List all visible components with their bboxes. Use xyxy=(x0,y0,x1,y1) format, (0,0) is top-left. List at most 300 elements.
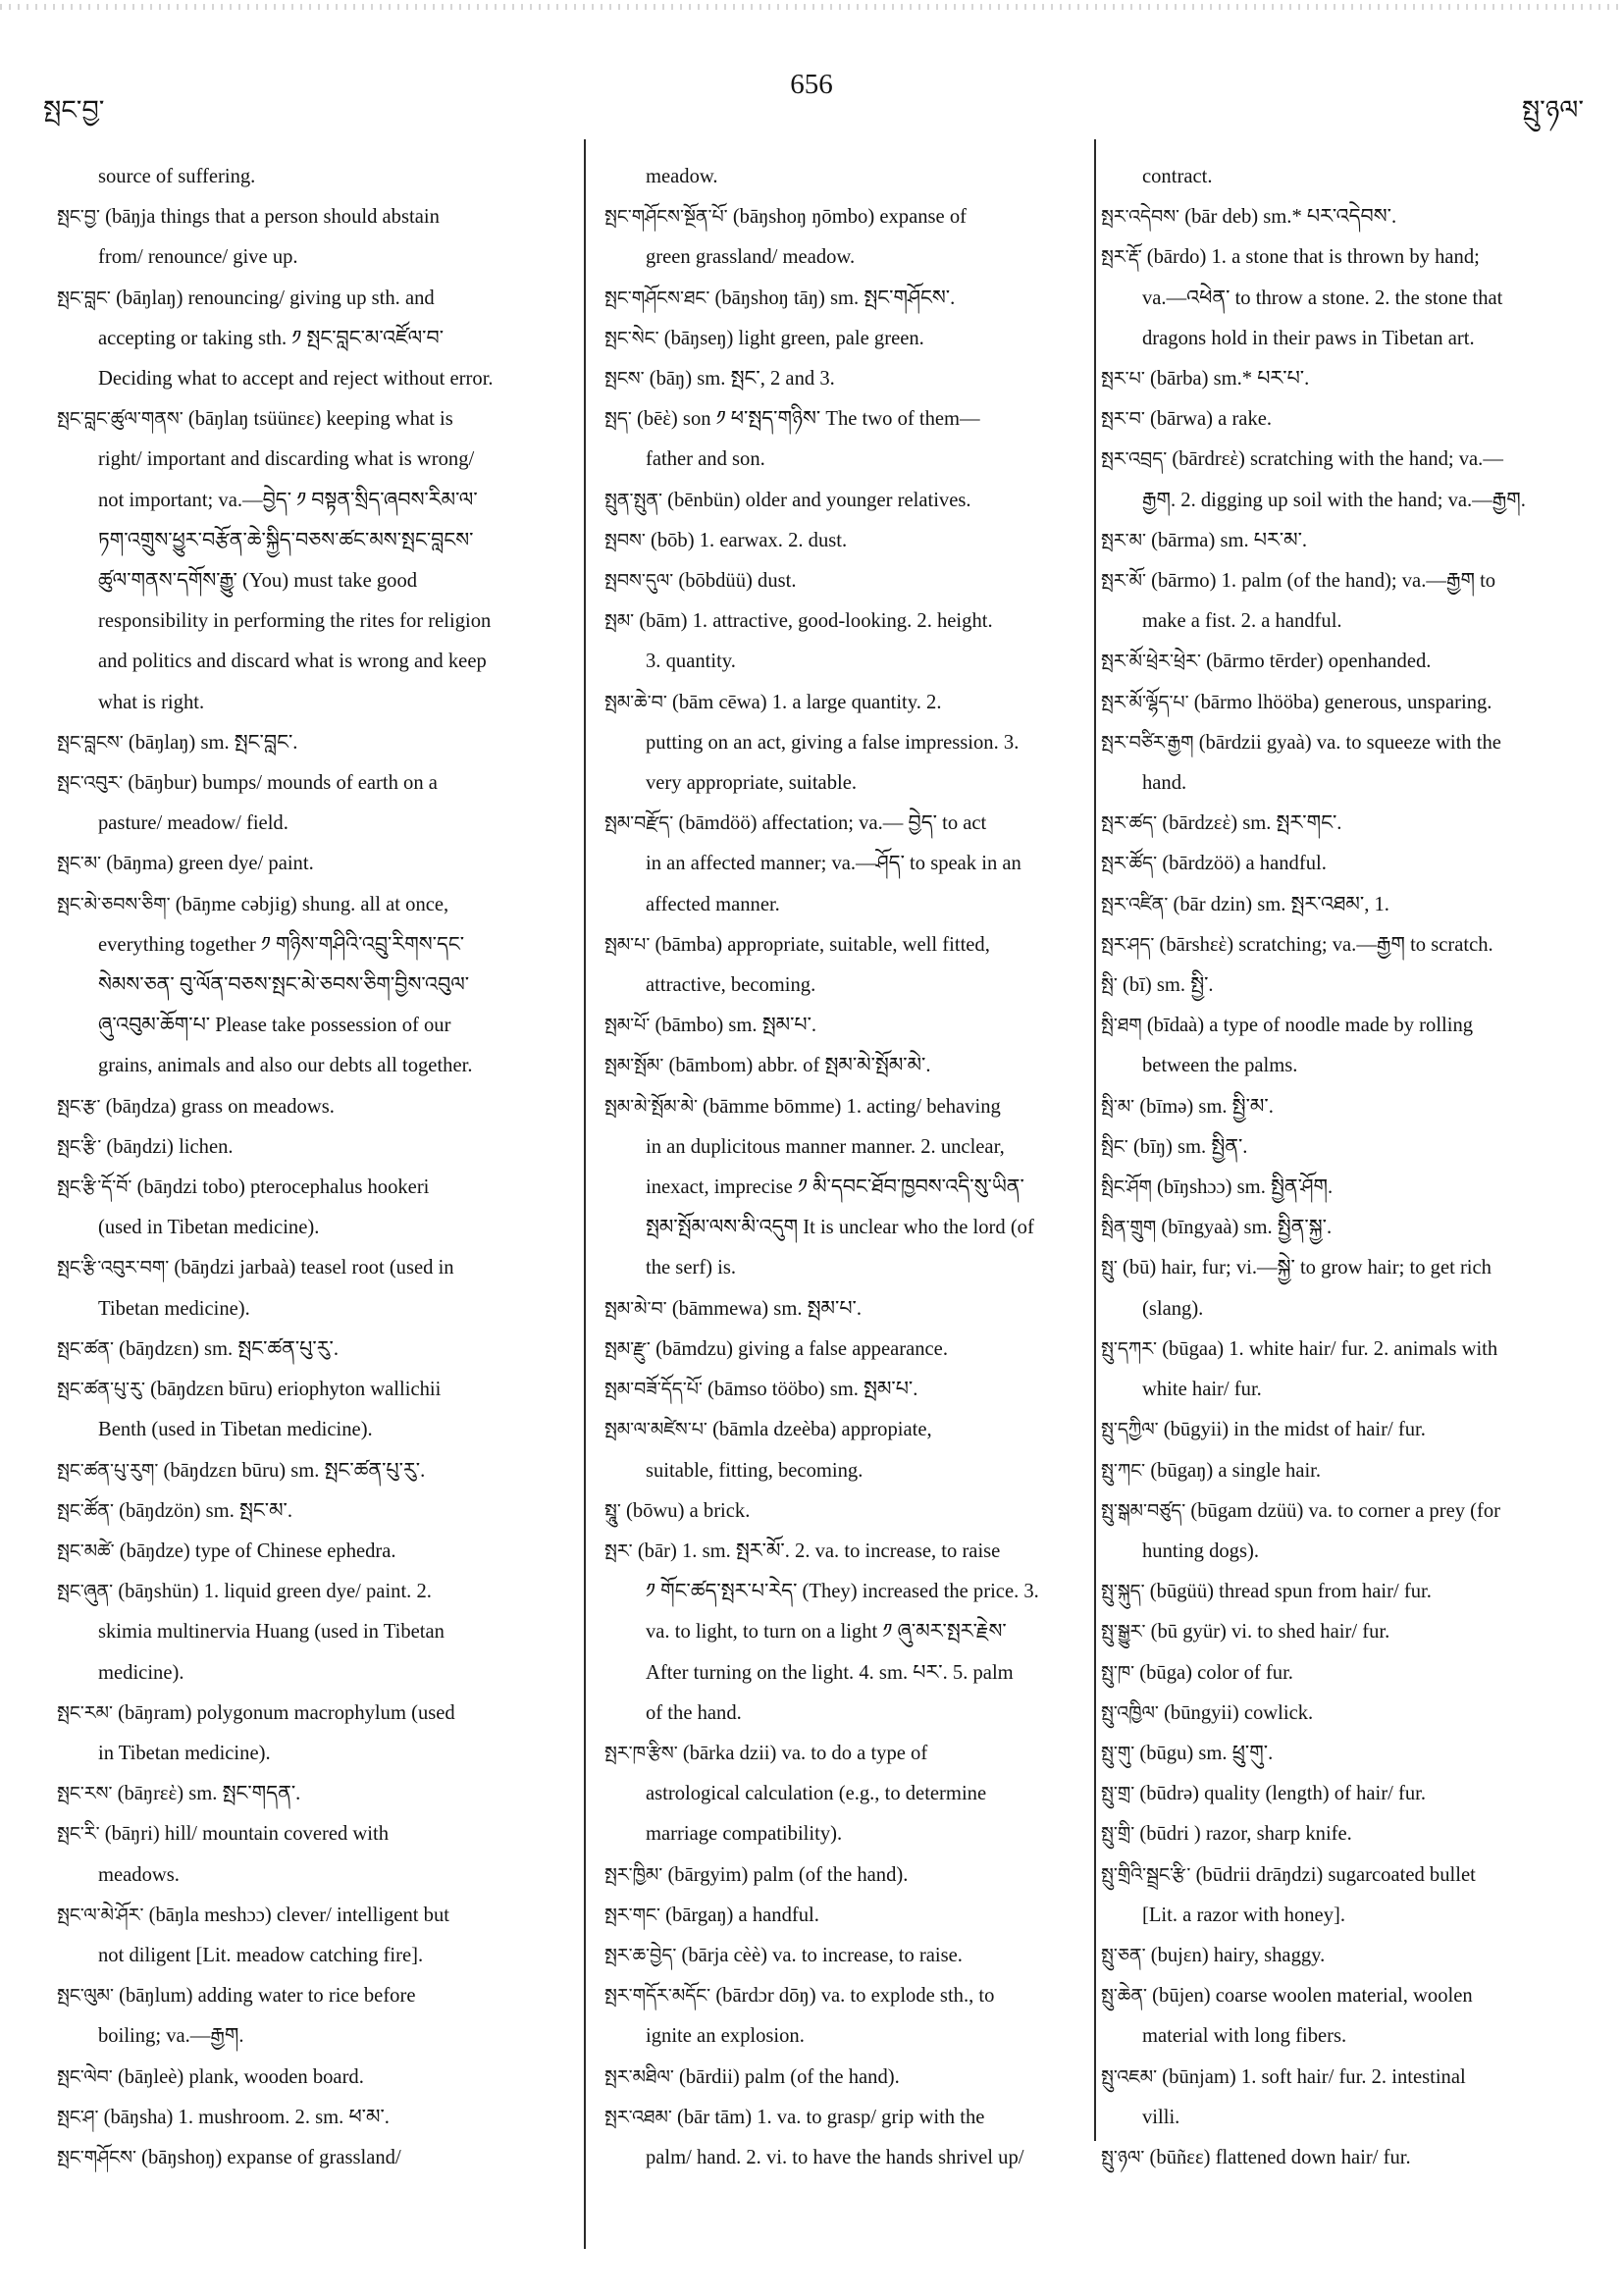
entry-text: (bāmbo) sm. སྤམ་པ་. xyxy=(654,1015,817,1037)
entry-text: between the palms. xyxy=(1142,1055,1298,1077)
entry-text: in Tibetan medicine). xyxy=(98,1742,271,1764)
entry-text: (bāmme bōmme) 1. acting/ behaving xyxy=(703,1095,1001,1118)
headword-tibetan: སྤམ་བཟོ་དོད་པོ་ xyxy=(604,1379,703,1401)
headword-tibetan: སྤང་བྱ་ xyxy=(57,206,100,229)
entry-continuation-line xyxy=(604,1168,1068,1208)
entry-line xyxy=(604,2058,1068,2098)
entry-continuation-line xyxy=(57,1653,559,1694)
entry-line xyxy=(604,804,1068,844)
entry-line xyxy=(57,844,559,884)
entry-text: (bārba) sm.* པར་པ་. xyxy=(1149,368,1310,391)
entry-line xyxy=(1101,521,1599,561)
headword-tibetan: སྤུ་གྲི་ xyxy=(1101,1823,1135,1846)
entry-text: skimia multinervia Huang (used in Tibetan xyxy=(98,1621,445,1644)
entry-text: [Lit. a razor with honey]. xyxy=(1142,1904,1346,1926)
entry-continuation-line xyxy=(604,763,1068,804)
entry-continuation-line xyxy=(57,1046,559,1086)
entry-line xyxy=(604,1936,1068,1976)
entry-text: (bārdo) 1. a stone that is thrown by hand; xyxy=(1146,246,1480,269)
headword-tibetan: སྤིང་ཤོག xyxy=(1101,1176,1152,1199)
entry-line xyxy=(1101,1572,1599,1612)
entry-line xyxy=(604,1006,1068,1046)
headword-tibetan: སྤང་ལེབ་ xyxy=(57,2065,113,2088)
entry-continuation-line xyxy=(57,804,559,844)
entry-line xyxy=(1101,1653,1599,1694)
entry-line xyxy=(1101,237,1599,278)
headword-tibetan: སྤར་མོ་ལྷོད་པ་ xyxy=(1101,691,1189,713)
entry-text: (būdri ) razor, sharp knife. xyxy=(1139,1823,1352,1846)
entry-line xyxy=(57,1572,559,1612)
entry-continuation-line xyxy=(604,1248,1068,1288)
entry-line xyxy=(1101,1168,1599,1208)
entry-continuation-line xyxy=(604,1612,1068,1652)
entry-line xyxy=(604,1370,1068,1410)
entry-text: (bujεn) hairy, shaggy. xyxy=(1150,1944,1326,1966)
entry-text: (būdrə) quality (length) of hair/ fur. xyxy=(1139,1783,1426,1805)
headword-tibetan: སྤུ་གྲིའི་སྦྲང་རྩི་ xyxy=(1101,1863,1191,1886)
entry-text: (bāŋdze) type of Chinese ephedra. xyxy=(119,1539,396,1562)
entry-text: (bīŋ) sm. སྤྱིན་. xyxy=(1132,1135,1248,1158)
entry-text: (būgaŋ) a single hair. xyxy=(1150,1459,1322,1482)
entry-line xyxy=(1101,804,1599,844)
entry-text: (bāŋdzεn) sm. སྤང་ཚན་པུ་རུ་. xyxy=(119,1337,339,1360)
entry-text: dragons hold in their paws in Tibetan art. xyxy=(1142,327,1475,349)
entry-text: meadows. xyxy=(98,1863,180,1886)
entry-line xyxy=(57,1774,559,1814)
headword-tibetan: སྤུ་གུ་ xyxy=(1101,1742,1135,1764)
headword-tibetan: སྤི་ཐག xyxy=(1101,1015,1142,1037)
headword-tibetan: སྤང་ཚན་པུ་རུ་ xyxy=(57,1379,145,1401)
headword-tibetan: སྤར་འཛིན་ xyxy=(1101,893,1169,915)
entry-text: in an affected manner; va.—ཤོད་ to speak in an xyxy=(646,853,1021,875)
headword-tibetan: སྤམ་མེ་སྤོམ་མེ་ xyxy=(604,1095,698,1118)
headword-tibetan: སྤང་གཤོངས་ཐང་ xyxy=(604,287,710,309)
entry-text: what is right. xyxy=(98,691,205,713)
entry-line xyxy=(1101,642,1599,682)
entry-continuation-line xyxy=(57,642,559,682)
headword-tibetan: སྤར་ཆ་བྱེད་ xyxy=(604,1944,677,1966)
entry-line xyxy=(1101,197,1599,237)
entry-line xyxy=(57,2138,559,2178)
entry-text: (bēὲ) son ༡ ཕ་སྤད་གཉིས་ The two of them— xyxy=(636,408,980,431)
entry-line xyxy=(1101,1814,1599,1854)
headword-tibetan: སྤངས་ xyxy=(604,368,645,391)
entry-continuation-line xyxy=(1101,2016,1599,2057)
entry-continuation-line xyxy=(57,683,559,723)
entry-text: (bārdii) palm (of the hand). xyxy=(679,2065,900,2088)
entry-continuation-line xyxy=(57,481,559,521)
headword-tibetan: སྤང་འབུར་ xyxy=(57,772,124,795)
entry-continuation-line xyxy=(57,1006,559,1046)
headword-tibetan: སྤར་འཐམ་ xyxy=(604,2106,672,2128)
entry-continuation-line xyxy=(57,440,559,480)
entry-continuation-line xyxy=(604,723,1068,763)
entry-continuation-line xyxy=(604,237,1068,278)
entry-text: (bīdaà) a type of noodle made by rolling xyxy=(1146,1015,1474,1037)
entry-continuation-line xyxy=(57,1410,559,1450)
entry-text: white hair/ fur. xyxy=(1142,1379,1262,1401)
entry-line xyxy=(604,1330,1068,1370)
headword-tibetan: སྤུ་ཅན་ xyxy=(1101,1944,1146,1966)
entry-text: (bāŋbur) bumps/ mounds of earth on a xyxy=(128,772,438,795)
entry-text: ཚུལ་གནས་དགོས་རྒྱུ་ (You) must take good xyxy=(98,570,418,593)
entry-continuation-line xyxy=(57,965,559,1006)
entry-continuation-line xyxy=(57,601,559,642)
entry-text: (bārgyim) palm (of the hand). xyxy=(667,1863,909,1886)
headword-tibetan: སྤང་རི་ xyxy=(57,1823,100,1846)
headword-tibetan: སྤུ་ཉལ་ xyxy=(1101,2146,1145,2168)
entry-text: (bārma) sm. པར་མ་. xyxy=(1151,529,1308,551)
headword-tibetan: སྤང་ལ་མེ་ཤོར་ xyxy=(57,1904,144,1926)
entry-text: hand. xyxy=(1142,772,1187,795)
entry-text: (bīmə) sm. སྤྱི་མ་. xyxy=(1139,1095,1274,1118)
entry-text: medicine). xyxy=(98,1661,184,1684)
entry-continuation-line xyxy=(57,2016,559,2057)
entry-line xyxy=(604,1532,1068,1572)
entry-line xyxy=(604,1410,1068,1450)
entry-text: (bārmo tērder) openhanded. xyxy=(1206,651,1432,673)
entry-line xyxy=(604,925,1068,965)
entry-continuation-line xyxy=(57,1612,559,1652)
entry-text: (bārdɔr dōŋ) va. to explode sth., to xyxy=(715,1985,995,2008)
entry-text: (bāmdöö) affectation; va.— བྱེད་ to act xyxy=(678,812,987,835)
entry-text: (bāŋ) sm. སྤང་, 2 and 3. xyxy=(649,368,835,391)
headword-tibetan: སྤར་གདོར་མདོང་ xyxy=(604,1985,711,2008)
entry-text: (bār deb) sm.* པར་འདེབས་. xyxy=(1184,206,1397,229)
entry-line xyxy=(57,1168,559,1208)
headword-tibetan: སྤུ་སྐུད་ xyxy=(1101,1581,1145,1603)
entry-continuation-line xyxy=(1101,481,1599,521)
entry-text: not diligent [Lit. meadow catching fire]. xyxy=(98,1944,424,1966)
headword-tibetan: སྤང་ཤ་ xyxy=(57,2106,99,2128)
headword-tibetan: སྤང་ཚན་ xyxy=(57,1337,114,1360)
entry-line xyxy=(1101,1855,1599,1896)
dictionary-column-2 xyxy=(604,157,1068,2178)
entry-text: (bārdrεὲ) scratching with the hand; va.— xyxy=(1172,448,1503,471)
entry-text: སྤམ་སྤོམ་ལས་མི་འདུག It is unclear who the lord (of xyxy=(646,1217,1034,1239)
entry-continuation-line xyxy=(604,1451,1068,1491)
entry-continuation-line xyxy=(604,1127,1068,1168)
entry-text: from/ renounce/ give up. xyxy=(98,246,298,269)
entry-text: right/ important and discarding what is wrong/ xyxy=(98,448,475,471)
entry-continuation-line xyxy=(604,157,1068,197)
headword-tibetan: སྤང་བླངས་ xyxy=(57,731,124,754)
headword-tibetan: སྤར་ཁ་རྩིས་ xyxy=(604,1742,678,1764)
entry-line xyxy=(604,1289,1068,1330)
entry-line xyxy=(57,1330,559,1370)
headword-tibetan: སྤང་རྩི་འབུར་བག་ xyxy=(57,1257,170,1279)
entry-text: (bū) hair, fur; vi.—སྐྱེ་ to grow hair; to get rich xyxy=(1122,1257,1492,1279)
headword-tibetan: སྤང་གཤོངས་སྔོན་པོ་ xyxy=(604,206,728,229)
headword-tibetan: སྤང་བླང་ xyxy=(57,287,111,309)
entry-text: (bēnbün) older and younger relatives. xyxy=(667,489,971,511)
headword-tibetan: སྤང་རྩི་ xyxy=(57,1135,102,1158)
entry-text: (bāŋleè) plank, wooden board. xyxy=(117,2065,364,2088)
entry-text: (bāmso tööbo) sm. སྤམ་པ་. xyxy=(707,1379,918,1401)
entry-text: (bāŋshün) 1. liquid green dye/ paint. 2. xyxy=(118,1581,432,1603)
entry-text: Benth (used in Tibetan medicine). xyxy=(98,1419,373,1441)
entry-line xyxy=(57,197,559,237)
headword-tibetan: སྤར་བ་ xyxy=(1101,408,1145,431)
page-number: 656 xyxy=(790,69,833,100)
entry-continuation-line xyxy=(57,237,559,278)
entry-continuation-line xyxy=(1101,279,1599,319)
entry-continuation-line xyxy=(604,965,1068,1006)
headword-tibetan: སྤར་རྡོ་ xyxy=(1101,246,1142,269)
headword-tibetan: སྤང་རམ་ xyxy=(57,1701,113,1724)
entry-text: (bārmo) 1. palm (of the hand); va.—རྒྱག to xyxy=(1151,570,1496,593)
entry-text: (bārdzii gyaà) va. to squeeze with the xyxy=(1198,731,1501,754)
headword-tibetan: སྤུ་ཀང་ xyxy=(1101,1459,1146,1482)
entry-text: (bāmla dzeèba) appropiate, xyxy=(712,1419,932,1441)
entry-text: (būgaa) 1. white hair/ fur. 2. animals with xyxy=(1162,1337,1498,1360)
headword-tibetan: སྤུ་གྲ་ xyxy=(1101,1783,1135,1805)
entry-line xyxy=(1101,1248,1599,1288)
entry-text: (bāŋja things that a person should abstain xyxy=(105,206,440,229)
entry-text: source of suffering. xyxy=(98,166,256,187)
entry-line xyxy=(604,197,1068,237)
entry-text: (bāŋlaŋ tsüünεε) keeping what is xyxy=(187,408,453,431)
entry-text: accepting or taking sth. ༡ སྤང་བླང་མ་འཛོལ་བ་ xyxy=(98,327,445,349)
entry-text: (bāŋdzi tobo) pterocephalus hookeri xyxy=(136,1176,430,1199)
dictionary-column-1 xyxy=(57,157,559,2178)
entry-continuation-line xyxy=(604,1208,1068,1248)
headword-tibetan: སྤར་གང་ xyxy=(604,1904,660,1926)
headword-tibetan: སྤུ་ཁ་ xyxy=(1101,1661,1135,1684)
entry-line xyxy=(57,2098,559,2138)
entry-line xyxy=(57,1694,559,1734)
entry-continuation-line xyxy=(604,844,1068,884)
entry-text: material with long fibers. xyxy=(1142,2025,1347,2048)
entry-line xyxy=(1101,683,1599,723)
entry-continuation-line xyxy=(57,1208,559,1248)
entry-text: astrological calculation (e.g., to determine xyxy=(646,1783,987,1805)
headword-tibetan: སྤམ་ xyxy=(604,610,635,633)
entry-continuation-line xyxy=(604,1774,1068,1814)
entry-continuation-line xyxy=(604,642,1068,682)
entry-line xyxy=(1101,1330,1599,1370)
scan-edge-dots xyxy=(0,4,1623,10)
headword-tibetan: སྤང་སེང་ xyxy=(604,327,659,349)
entry-line xyxy=(1101,440,1599,480)
entry-continuation-line xyxy=(57,157,559,197)
left-running-headword: སྤང་བྱ་ xyxy=(43,95,105,126)
headword-tibetan: སྤད་ xyxy=(604,408,632,431)
headword-tibetan: སྤམ་ལ་མཛེས་པ་ xyxy=(604,1419,707,1441)
entry-line xyxy=(604,1734,1068,1774)
headword-tibetan: སྤང་མཚེ་ xyxy=(57,1539,115,1562)
entry-text: (bāŋram) polygonum macrophylum (used xyxy=(118,1701,455,1724)
entry-text: (bāŋdzön) sm. སྤང་མ་. xyxy=(119,1499,293,1522)
entry-text: meadow. xyxy=(646,166,718,187)
entry-text: (used in Tibetan medicine). xyxy=(98,1217,320,1239)
entry-line xyxy=(1101,1208,1599,1248)
entry-continuation-line xyxy=(1101,1532,1599,1572)
entry-text: (bārja cèè) va. to increase, to raise. xyxy=(681,1944,963,1966)
column-divider-2 xyxy=(1094,139,1096,2141)
entry-line xyxy=(604,279,1068,319)
entry-text: of the hand. xyxy=(646,1701,742,1724)
entry-text: very appropriate, suitable. xyxy=(646,772,858,795)
entry-line xyxy=(1101,723,1599,763)
headword-tibetan: སྤང་ལུམ་ xyxy=(57,1985,114,2008)
headword-tibetan: སྤུ་འཇམ་ xyxy=(1101,2065,1158,2088)
entry-text: 3. quantity. xyxy=(646,651,736,673)
entry-continuation-line xyxy=(1101,1289,1599,1330)
entry-text: (bāŋdzi jarbaà) teasel root (used in xyxy=(174,1257,454,1279)
entry-text: attractive, becoming. xyxy=(646,974,816,997)
entry-line xyxy=(57,1532,559,1572)
headword-tibetan: སྤི་མ་ xyxy=(1101,1095,1135,1118)
entry-text: རྒྱག. 2. digging up soil with the hand; va.—རྒྱག. xyxy=(1142,489,1526,511)
entry-text: (bāmdzu) giving a false appearance. xyxy=(655,1337,948,1360)
entry-text: (būga) color of fur. xyxy=(1139,1661,1293,1684)
entry-text: (bāmmewa) sm. སྤམ་པ་. xyxy=(671,1297,862,1320)
entry-text: not important; va.—བྱེད་ ༡ བསྟན་སྲིད་ཞབས་རིམ་ལ་ xyxy=(98,489,478,511)
entry-continuation-line xyxy=(57,561,559,601)
entry-text: boiling; va.—རྒྱག. xyxy=(98,2025,244,2048)
entry-text: affected manner. xyxy=(646,893,780,915)
headword-tibetan: སྤར་ཤད་ xyxy=(1101,933,1155,956)
entry-line xyxy=(57,1127,559,1168)
headword-tibetan: སྤཱུ་ xyxy=(604,1499,621,1522)
entry-text: (bāŋlaŋ) renouncing/ giving up sth. and xyxy=(116,287,435,309)
headword-tibetan: སྤར་འདེབས་ xyxy=(1101,206,1180,229)
entry-text: (būjen) coarse woolen material, woolen xyxy=(1152,1985,1473,2008)
entry-text: (bīngyaà) sm. སྤྱིན་སྐྱ་. xyxy=(1161,1217,1333,1239)
entry-text: (bārgaŋ) a handful. xyxy=(665,1904,819,1926)
headword-tibetan: སྤམ་པོ་ xyxy=(604,1015,651,1037)
entry-text: (bōwu) a brick. xyxy=(625,1499,751,1522)
entry-text: (bāŋdzi) lichen. xyxy=(106,1135,234,1158)
entry-line xyxy=(57,2058,559,2098)
entry-line xyxy=(57,1491,559,1532)
entry-line xyxy=(1101,1491,1599,1532)
entry-continuation-line xyxy=(57,1734,559,1774)
entry-continuation-line xyxy=(57,1855,559,1896)
entry-text: (bāŋshoŋ tāŋ) sm. སྤང་གཤོངས་. xyxy=(714,287,956,309)
entry-continuation-line xyxy=(604,2016,1068,2057)
entry-text: Tibetan medicine). xyxy=(98,1297,250,1320)
headword-tibetan: སྤང་རྩི་དོ་བོ་ xyxy=(57,1176,132,1199)
entry-line xyxy=(1101,885,1599,925)
entry-line xyxy=(604,561,1068,601)
entry-continuation-line xyxy=(604,1814,1068,1854)
entry-line xyxy=(1101,1451,1599,1491)
entry-continuation-line xyxy=(1101,319,1599,359)
headword-tibetan: སྤམ་རྫུ་ xyxy=(604,1337,651,1360)
headword-tibetan: སྤུན་སྤུན་ xyxy=(604,489,662,511)
headword-tibetan: སྤུ་ xyxy=(1101,1257,1118,1279)
headword-tibetan: སྤང་རྩ་ xyxy=(57,1095,101,1118)
entry-text: Deciding what to accept and reject without error. xyxy=(98,368,494,391)
headword-tibetan: སྤར་མཐིལ་ xyxy=(604,2065,674,2088)
entry-text: (bār dzin) sm. སྤར་འཐམ་, 1. xyxy=(1173,893,1389,915)
entry-line xyxy=(604,1976,1068,2016)
entry-line xyxy=(1101,1936,1599,1976)
headword-tibetan: སྤུ་འཁྱིལ་ xyxy=(1101,1701,1159,1724)
entry-continuation-line xyxy=(57,925,559,965)
entry-continuation-line xyxy=(57,1936,559,1976)
entry-text: (bārshεὲ) scratching; va.—རྒྱག to scratch. xyxy=(1159,933,1493,956)
entry-text: (bām cēwa) 1. a large quantity. 2. xyxy=(672,691,942,713)
entry-continuation-line xyxy=(604,2138,1068,2178)
entry-text: (bāŋma) green dye/ paint. xyxy=(106,853,314,875)
entry-text: (bām) 1. attractive, good-looking. 2. height. xyxy=(639,610,993,633)
entry-line xyxy=(57,1370,559,1410)
headword-tibetan: སྤིན་གྲུག xyxy=(1101,1217,1157,1239)
headword-tibetan: སྤར་ xyxy=(604,1539,633,1562)
headword-tibetan: སྤང་ཚན་པུ་རུག་ xyxy=(57,1459,159,1482)
entry-line xyxy=(57,885,559,925)
entry-continuation-line xyxy=(1101,1046,1599,1086)
entry-line xyxy=(604,521,1068,561)
entry-text: (bāŋdzεn būru) eriophyton wallichii xyxy=(150,1379,442,1401)
entry-line xyxy=(604,1087,1068,1127)
entry-text: (bāŋlum) adding water to rice before xyxy=(119,1985,416,2008)
entry-text: After turning on the light. 4. sm. པར་. 5. palm xyxy=(646,1661,1014,1684)
entry-continuation-line xyxy=(1101,2098,1599,2138)
entry-line xyxy=(1101,359,1599,399)
headword-tibetan: སྤར་མ་ xyxy=(1101,529,1146,551)
entry-text: (bāŋshoŋ ŋōmbo) expanse of xyxy=(732,206,967,229)
entry-line xyxy=(604,319,1068,359)
headword-tibetan: སྤང་གཤོངས་ xyxy=(57,2146,136,2168)
entry-continuation-line xyxy=(57,1289,559,1330)
entry-text: marriage compatibility). xyxy=(646,1823,843,1846)
entry-line xyxy=(1101,1976,1599,2016)
headword-tibetan: སྤང་མ་ xyxy=(57,853,102,875)
entry-text: ཏག་འགྲུས་ཕྱུར་བརྩོན་ཆེ་སྐྱིད་བཅས་ཚང་མས་སྤང་བླངས་ xyxy=(98,529,474,551)
entry-line xyxy=(604,359,1068,399)
entry-line xyxy=(604,683,1068,723)
entry-line xyxy=(1101,965,1599,1006)
entry-line xyxy=(1101,1734,1599,1774)
entry-line xyxy=(604,399,1068,440)
entry-continuation-line xyxy=(1101,157,1599,197)
entry-text: and politics and discard what is wrong and keep xyxy=(98,651,487,673)
entry-continuation-line xyxy=(604,885,1068,925)
entry-text: ignite an explosion. xyxy=(646,2025,805,2048)
headword-tibetan: སྤར་ཚོད་ xyxy=(1101,853,1158,875)
entry-line xyxy=(1101,925,1599,965)
entry-text: (bāŋseŋ) light green, pale green. xyxy=(663,327,924,349)
entry-line xyxy=(57,1087,559,1127)
entry-line xyxy=(1101,2138,1599,2178)
headword-tibetan: སྤམ་ཆེ་བ་ xyxy=(604,691,667,713)
entry-text: responsibility in performing the rites for religion xyxy=(98,610,492,633)
headword-tibetan: སྤང་ཚོན་ xyxy=(57,1499,114,1522)
entry-text: (bōb) 1. earwax. 2. dust. xyxy=(650,529,848,551)
entry-line xyxy=(1101,844,1599,884)
headword-tibetan: སྤང་མེ་ཅབས་ཅིག་ xyxy=(57,893,171,915)
entry-line xyxy=(57,279,559,319)
entry-text: inexact, imprecise ༡ མི་དབང་ཐོབ་ཁྱབས་འདི་སུ་ཡིན་ xyxy=(646,1176,1024,1199)
entry-line xyxy=(604,601,1068,642)
entry-continuation-line xyxy=(1101,601,1599,642)
entry-text: hunting dogs). xyxy=(1142,1539,1259,1562)
headword-tibetan: སྤང་རས་ xyxy=(57,1783,113,1805)
entry-text: pasture/ meadow/ field. xyxy=(98,812,288,835)
entry-line xyxy=(604,1855,1068,1896)
entry-text: grains, animals and also our debts all together. xyxy=(98,1055,473,1077)
entry-text: putting on an act, giving a false impression. 3. xyxy=(646,731,1020,754)
headword-tibetan: སྤར་མོ་ཕྲེར་ཕྲེར་ xyxy=(1101,651,1201,673)
entry-text: (bār tām) 1. va. to grasp/ grip with the xyxy=(677,2106,985,2128)
entry-text: va. to light, to turn on a light ༡ ཞུ་མར་སྤར་རྗེས་ xyxy=(646,1621,1007,1644)
headword-tibetan: སྤབས་ xyxy=(604,529,646,551)
entry-line xyxy=(1101,1410,1599,1450)
